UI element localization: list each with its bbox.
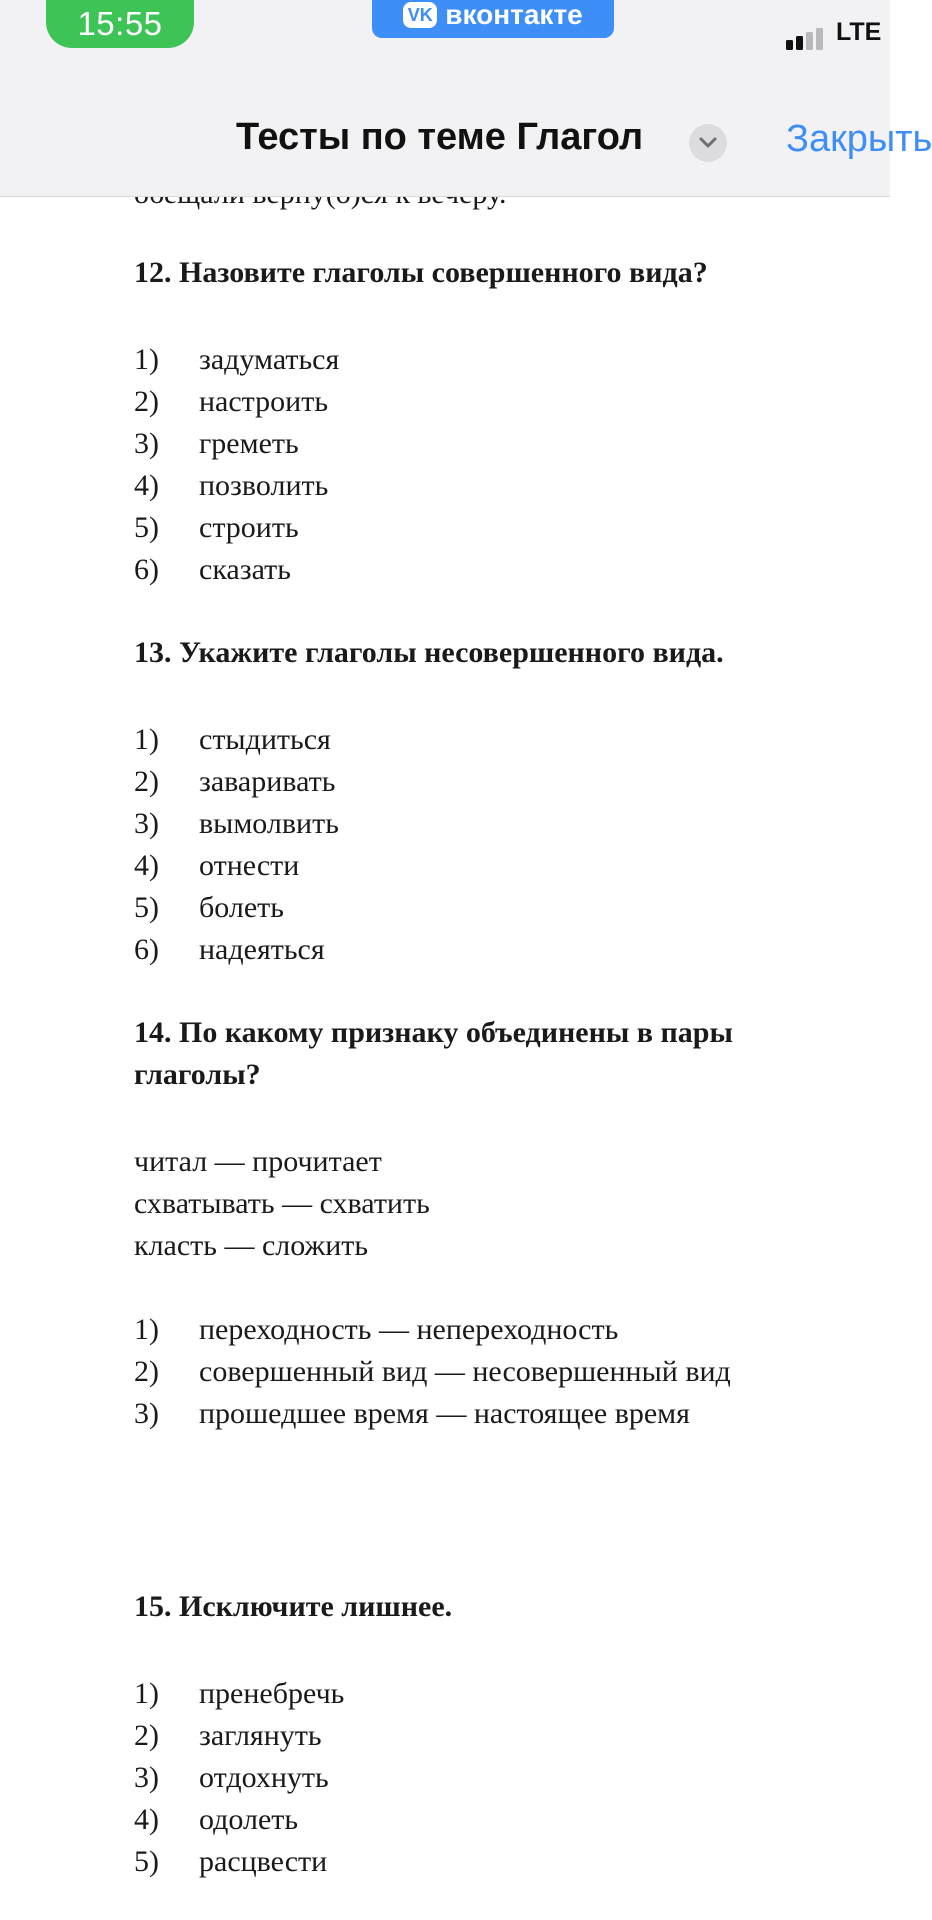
- option-text: болеть: [199, 891, 284, 924]
- question-14-option: [134, 1396, 690, 1432]
- question-14-option: [134, 1312, 618, 1348]
- top-bar: [0, 0, 932, 197]
- question-12-option: [134, 510, 299, 546]
- option-number: 5): [134, 511, 159, 544]
- chevron-down-icon: [699, 137, 717, 149]
- option-number: 1): [134, 1313, 159, 1346]
- vk-logo-icon: VK: [403, 2, 437, 28]
- question-13-title: 13. Укажите глаголы несовершенного вида.: [134, 636, 724, 669]
- question-12-option: [134, 342, 339, 378]
- option-number: 4): [134, 469, 159, 502]
- status-time[interactable]: 15:55: [46, 0, 194, 48]
- question-15-option: [134, 1676, 344, 1712]
- option-number: 4): [134, 849, 159, 882]
- verb-pair: схватывать — схватить: [134, 1187, 430, 1220]
- option-text: задуматься: [199, 343, 340, 376]
- option-number: 1): [134, 1677, 159, 1710]
- option-number: 6): [134, 553, 159, 586]
- option-number: 1): [134, 343, 159, 376]
- option-number: 2): [134, 1719, 159, 1752]
- title-dropdown-button[interactable]: [689, 124, 727, 162]
- option-number: 2): [134, 765, 159, 798]
- option-text: заваривать: [199, 765, 336, 798]
- option-text: заглянуть: [199, 1719, 322, 1752]
- option-text: одолеть: [199, 1803, 299, 1836]
- option-number: 3): [134, 1397, 159, 1430]
- back-to-app-badge[interactable]: [372, 0, 614, 38]
- option-number: 2): [134, 1355, 159, 1388]
- option-text: строить: [199, 511, 299, 544]
- app-badge-label: вконтакте: [445, 0, 583, 30]
- option-text: позволить: [199, 469, 329, 502]
- question-15-option: [134, 1844, 327, 1880]
- option-text: сказать: [199, 553, 291, 586]
- option-number: 3): [134, 1761, 159, 1794]
- question-14-title: 14. По какому признаку объединены в пары глаголы?: [134, 1016, 733, 1091]
- question-15-option: [134, 1760, 329, 1796]
- close-button[interactable]: Закрыть: [786, 118, 932, 160]
- option-text: надеяться: [199, 933, 325, 966]
- option-number: 1): [134, 723, 159, 756]
- verb-pair: класть — сложить: [134, 1229, 369, 1262]
- signal-strength-icon: [786, 28, 826, 50]
- option-text: совершенный вид — несовершенный вид: [199, 1355, 731, 1388]
- option-number: 4): [134, 1803, 159, 1836]
- question-12-option: [134, 552, 291, 588]
- option-number: 5): [134, 1845, 159, 1878]
- verb-pair: читал — прочитает: [134, 1145, 382, 1178]
- option-text: пренебречь: [199, 1677, 345, 1710]
- question-13-option: [134, 722, 331, 758]
- question-13-option: [134, 806, 339, 842]
- option-text: настроить: [199, 385, 329, 418]
- option-number: 3): [134, 427, 159, 460]
- option-text: греметь: [199, 427, 299, 460]
- option-number: 6): [134, 933, 159, 966]
- option-text: переходность — непереходность: [199, 1313, 619, 1346]
- option-text: прошедшее время — настоящее время: [199, 1397, 690, 1430]
- question-12-title: 12. Назовите глаголы совершенного вида?: [134, 256, 708, 289]
- page-title: Тесты по теме Глагол: [236, 116, 644, 158]
- option-number: 5): [134, 891, 159, 924]
- option-text: отнести: [199, 849, 300, 882]
- option-number: 3): [134, 807, 159, 840]
- question-13-option: [134, 932, 325, 968]
- network-type: LTE: [836, 18, 882, 46]
- question-14-option: [134, 1354, 731, 1390]
- question-13-option: [134, 890, 284, 926]
- option-text: вымолвить: [199, 807, 339, 840]
- question-13-option: [134, 764, 335, 800]
- question-13-option: [134, 848, 299, 884]
- question-12-option: [134, 468, 328, 504]
- option-text: расцвести: [199, 1845, 328, 1878]
- question-12-option: [134, 426, 299, 462]
- question-15-option: [134, 1718, 322, 1754]
- option-number: 2): [134, 385, 159, 418]
- option-text: отдохнуть: [199, 1761, 329, 1794]
- question-15-option: [134, 1802, 298, 1838]
- question-12-option: [134, 384, 328, 420]
- option-text: стыдиться: [199, 723, 331, 756]
- question-15-title: 15. Исключите лишнее.: [134, 1590, 453, 1623]
